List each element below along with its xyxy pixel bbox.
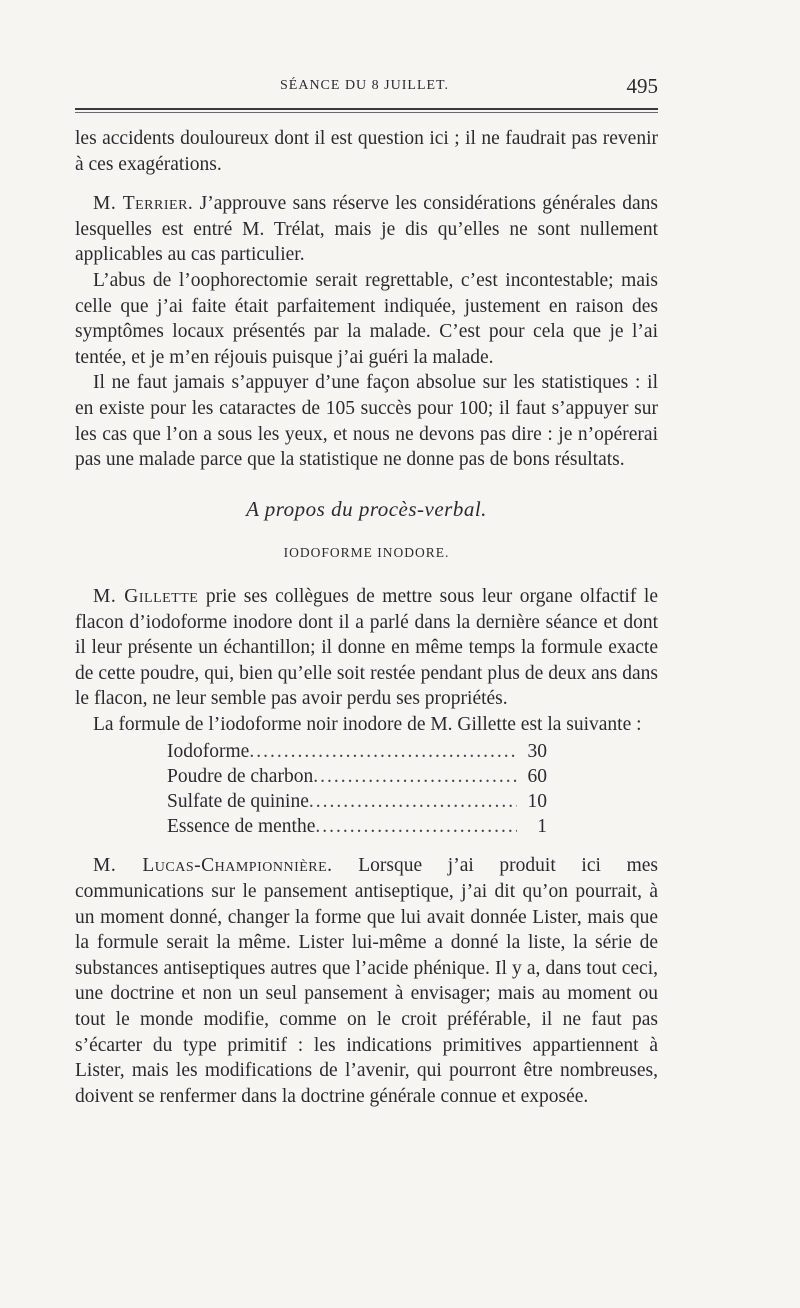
formula-ingredient: Poudre de charbon [167, 766, 314, 788]
formula-ingredient: Sulfate de quinine [167, 791, 309, 813]
speaker-name: M. Terrier. [93, 193, 194, 215]
dot-leader [309, 789, 517, 814]
formula-quantity: 60 [527, 766, 547, 788]
body-text [75, 126, 658, 1109]
formula-row [167, 814, 547, 839]
paragraph-text: prie ses collègues de mettre sous leur organe olfactif le flacon d’iodoforme inodore dont il a parlé dans la dernière séance et dont il leur présente un échantillon; il donne en même temps la formule exacte de cette poudre, qui, bien qu’elle soit restée pendant plus de deux ans dans le flacon, ne leur semble pas avoir perdu ses propriétés. [75, 585, 658, 710]
section-title: A propos du procès-verbal. [246, 496, 487, 521]
paragraph: les accidents douloureux dont il est question ici ; il ne faudrait pas revenir à ces exagérations. [75, 128, 658, 175]
paragraph: La formule de l’iodoforme noir inodore de M. Gillette est la suivante : [93, 713, 642, 735]
page-header [75, 74, 658, 100]
dot-leader [313, 764, 517, 789]
running-title: SÉANCE DU 8 JUILLET. [280, 78, 450, 93]
formula-row [167, 764, 547, 789]
speaker-name: M. Gillette [93, 585, 199, 607]
subsection-title: IODOFORME INODORE. [283, 545, 450, 561]
formula-ingredient: Iodoforme [167, 741, 250, 763]
formula-quantity: 10 [527, 791, 547, 813]
speaker-name: M. Lucas-Championnière. [93, 855, 333, 877]
formula-ingredient: Essence de menthe [167, 816, 316, 838]
paragraph-lucas-championniere [75, 853, 658, 1109]
formula-row [167, 739, 547, 764]
paragraph: Il ne faut jamais s’appuyer d’une façon absolue sur les statistiques : il en existe pour les cataractes de 105 succès pour 100; il faut s’appuyer sur les cas que l’on a sous les yeux, et nous ne devons pas dire : je n’opérerai pas une malade parce que la statistique ne donne pas de bons résultats. [75, 372, 658, 471]
formula-quantity: 1 [537, 816, 547, 838]
paragraph: L’abus de l’oophorectomie serait regrettable, c’est incontestable; mais celle que j’ai faite était parfaitement indiquée, justement en raison des symptômes locaux présentés par la malade. C’est pour cela que je l’ai tentée, et je m’en réjouis puisque j’ai guéri la malade. [75, 269, 658, 368]
formula-table [167, 739, 547, 839]
dot-leader [249, 739, 517, 764]
paragraph-gillette [75, 584, 658, 712]
header-rule [75, 108, 658, 110]
formula-quantity: 30 [527, 741, 547, 763]
page-number: 495 [626, 74, 658, 98]
paragraph-text: J’approuve sans réserve les considérations générales dans lesquelles est entré M. Trélat, mais je dis qu’elles ne sont nullement applicables au cas particulier. [75, 193, 658, 266]
paragraph-text: Lorsque j’ai produit ici mes communications sur le pansement antiseptique, j’ai dit qu’on pourrait, à un moment donné, changer la forme que lui avait donnée Lister, mais que la formule serait la même. Lister lui-même a donné la liste, la série de substances antiseptiques autres que l’acide phénique. Il y a, dans tout ceci, une doctrine et non un seul pansement à envisager; mais au moment ou tout le monde modifie, comme on le croit préférable, il ne faut pas s’écarter du type primitif : les indications primitives appartiennent à Lister, mais les modifications de l’avenir, qui pourront être nombreuses, doivent se renfermer dans la doctrine générale connue et exposée. [75, 855, 658, 1107]
formula-row [167, 789, 547, 814]
dot-leader [315, 814, 517, 839]
paragraph-terrier [75, 191, 658, 268]
